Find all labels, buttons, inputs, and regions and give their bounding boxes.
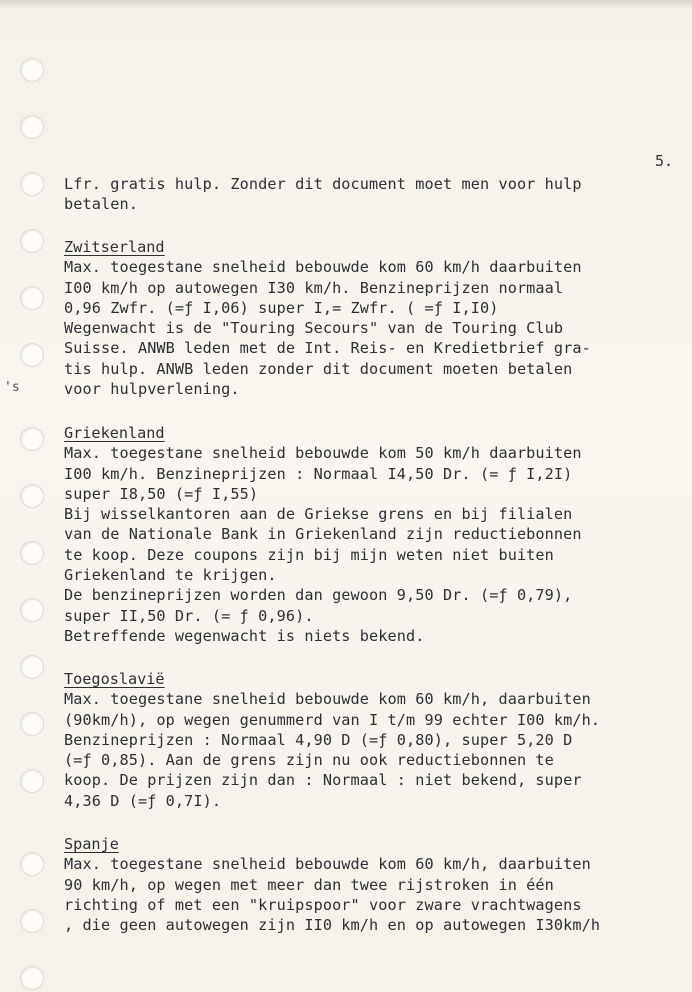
text-line: te koop. Deze coupons zijn bij mijn weten niet buiten — [64, 545, 554, 564]
binder-hole — [20, 966, 44, 990]
section-griekenland — [64, 423, 684, 646]
text-line: Bij wisselkantoren aan de Griekse grens en bij filialen — [64, 505, 573, 524]
binder-hole — [20, 769, 44, 793]
binder-hole — [20, 598, 44, 622]
binder-hole — [20, 655, 44, 679]
binder-hole — [20, 286, 44, 310]
text-line: super II,50 Dr. (= ƒ 0,96). — [64, 606, 314, 625]
text-line: voor hulpverlening. — [64, 380, 240, 399]
section-spanje — [64, 834, 684, 935]
section-joegoslavie — [64, 669, 684, 811]
binder-hole — [20, 427, 44, 451]
text-line: Suisse. ANWB leden met de Int. Reis- en Kredietbrief gra- — [64, 339, 591, 358]
text-line: I00 km/h. Benzineprijzen : Normaal I4,50 Dr. (= ƒ I,2I) — [64, 464, 573, 483]
text-line: koop. De prijzen zijn dan : Normaal : niet bekend, super — [64, 771, 582, 790]
text-line: van de Nationale Bank in Griekenland zijn reductiebonnen — [64, 525, 582, 544]
page-number: 5. — [655, 152, 674, 170]
section-heading: Zwitserland — [64, 238, 165, 256]
intro-paragraph — [64, 174, 684, 215]
binder-hole — [20, 909, 44, 933]
margin-mark: 's — [4, 380, 20, 395]
text-line: Max. toegestane snelheid bebouwde kom 60 km/h, daarbuiten — [64, 690, 591, 709]
text-line: richting of met een "kruipspoor" voor zware vrachtwagens — [64, 895, 582, 914]
text-line: Betreffende wegenwacht is niets bekend. — [64, 626, 425, 645]
binder-hole — [20, 484, 44, 508]
text-line: Wegenwacht is de "Touring Secours" van de Touring Club — [64, 319, 564, 338]
text-line: Max. toegestane snelheid bebouwde kom 50 km/h daarbuiten — [64, 444, 582, 463]
text-line: betalen. — [64, 195, 138, 214]
page-top-edge — [0, 0, 692, 10]
text-line: (90km/h), op wegen genummerd van I t/m 99 echter I00 km/h. — [64, 710, 601, 729]
section-zwitserland — [64, 237, 684, 399]
text-line: De benzineprijzen worden dan gewoon 9,50 Dr. (=ƒ 0,79), — [64, 586, 573, 605]
text-line: Griekenland te krijgen. — [64, 566, 277, 585]
text-line: Benzineprijzen : Normaal 4,90 D (=ƒ 0,80), super 5,20 D — [64, 730, 573, 749]
text-line: , die geen autowegen zijn II0 km/h en op autowegen I30km/h — [64, 916, 601, 935]
text-line: 0,96 Zwfr. (=ƒ I,06) super I,= Zwfr. ( =ƒ I,I0) — [64, 298, 499, 317]
text-line: Lfr. gratis hulp. Zonder dit document moet men voor hulp — [64, 175, 582, 193]
binder-hole — [20, 541, 44, 565]
text-line: I00 km/h op autowegen I30 km/h. Benzineprijzen normaal — [64, 278, 564, 297]
binder-hole — [20, 343, 44, 367]
binder-hole — [20, 58, 44, 82]
section-heading: Toegoslavië — [64, 670, 165, 688]
binder-hole — [20, 115, 44, 139]
text-line: (=ƒ 0,85). Aan de grens zijn nu ook reductiebonnen te — [64, 751, 554, 770]
text-line: Max. toegestane snelheid bebouwde kom 60 km/h, daarbuiten — [64, 855, 591, 874]
text-line: Max. toegestane snelheid bebouwde kom 60 km/h daarbuiten — [64, 258, 582, 277]
text-line: super I8,50 (=ƒ I,55) — [64, 484, 259, 503]
text-line: tis hulp. ANWB leden zonder dit document moeten betalen — [64, 359, 573, 378]
binder-hole — [20, 229, 44, 253]
binder-hole — [20, 712, 44, 736]
text-line: 90 km/h, op wegen met meer dan twee rijstroken in één — [64, 875, 554, 894]
binder-hole — [20, 172, 44, 196]
section-heading: Spanje — [64, 835, 119, 853]
binder-hole — [20, 852, 44, 876]
text-line: 4,36 D (=ƒ 0,7I). — [64, 791, 222, 810]
section-heading: Griekenland — [64, 424, 165, 442]
